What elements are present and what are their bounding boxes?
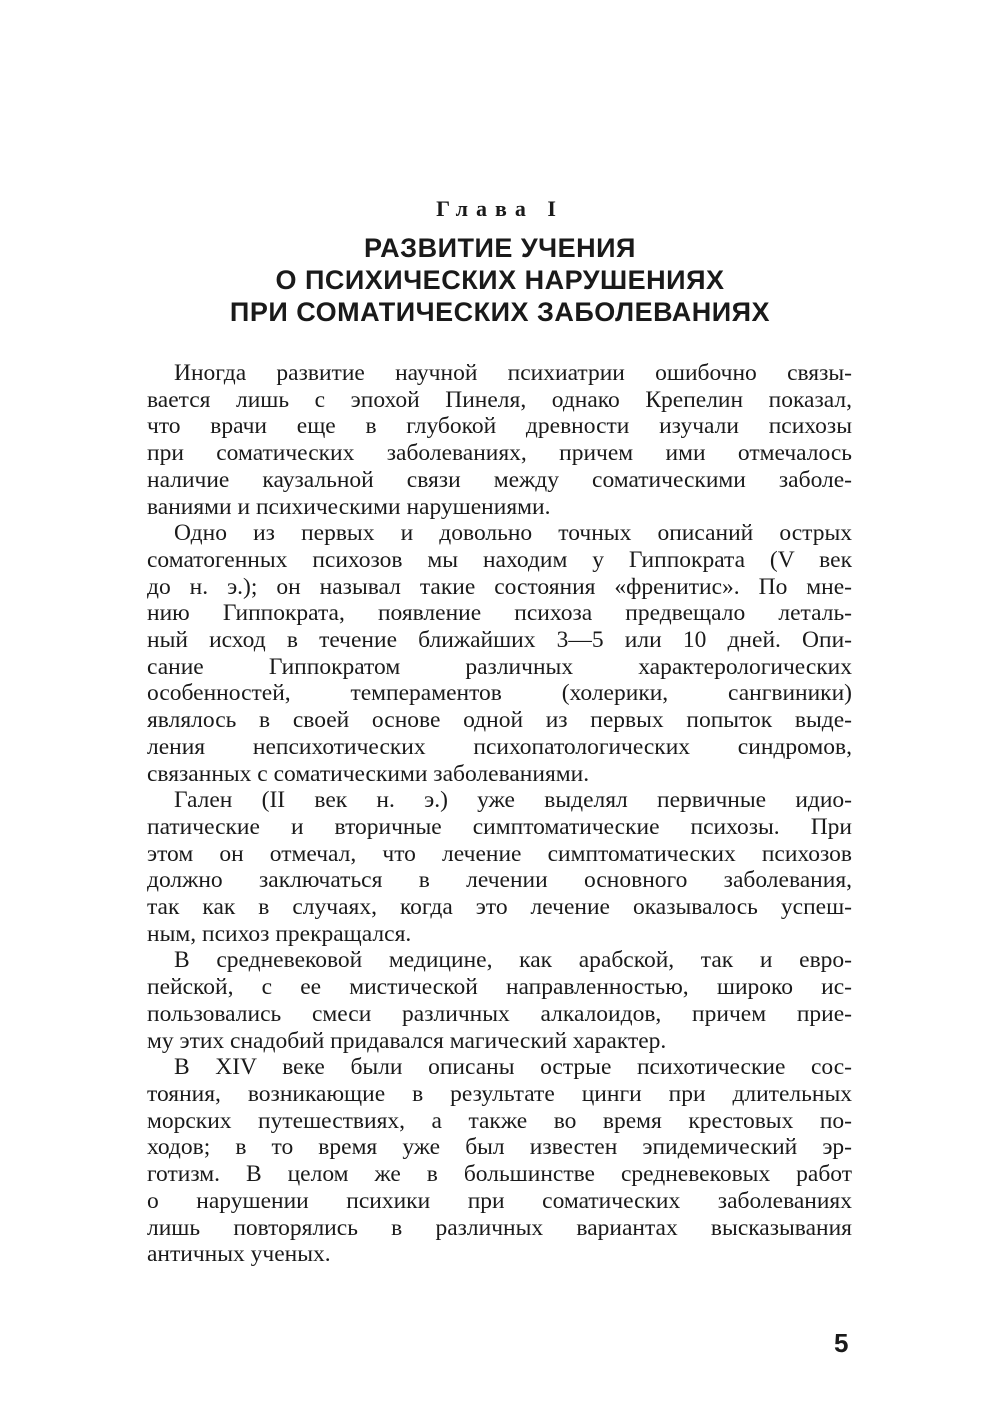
body-text: [147, 360, 852, 1268]
text-line: соматогенных психозов мы находим у Гиппократа (V век: [147, 546, 852, 573]
text-line: наличие каузальной связи между соматическими заболе-: [147, 466, 852, 493]
paragraph: [147, 520, 852, 787]
text-line: так как в случаях, когда это лечение оказывалось успеш-: [147, 894, 852, 921]
text-line: готизм. В целом же в большинстве средневековых работ: [147, 1161, 852, 1188]
text-line: ный исход в течение ближайших 3—5 или 10 дней. Опи-: [147, 627, 852, 654]
paragraph: [147, 787, 852, 947]
text-line: тояния, возникающие в результате цинги при длительных: [147, 1080, 852, 1107]
text-line: являлось в своей основе одной из первых попыток выде-: [147, 707, 852, 734]
text-line: ления непсихотических психопатологических синдромов,: [147, 733, 852, 760]
text-line: пейской, с ее мистической направленностью, широко ис-: [147, 974, 852, 1001]
text-line: ным, психоз прекращался.: [147, 920, 412, 947]
chapter-title-line: ПРИ СОМАТИЧЕСКИХ ЗАБОЛЕВАНИЯХ: [229, 297, 771, 327]
text-line: му этих снадобий придавался магический характер.: [147, 1027, 667, 1054]
chapter-title-line: РАЗВИТИЕ УЧЕНИЯ: [364, 233, 636, 263]
chapter-title: [0, 232, 1000, 328]
text-line: ходов; в то время уже был известен эпидемический эр-: [147, 1134, 852, 1161]
text-line: лишь повторялись в различных вариантах высказывания: [147, 1214, 852, 1241]
chapter-title-line: О ПСИХИЧЕСКИХ НАРУШЕНИЯХ: [275, 265, 725, 295]
text-line: В средневековой медицине, как арабской, так и евро-: [174, 947, 852, 974]
text-line: В XIV веке были описаны острые психотические сос-: [174, 1054, 852, 1081]
chapter-label: Глава I: [436, 196, 564, 221]
paragraph: [147, 360, 852, 520]
text-line: связанных с соматическими заболеваниями.: [147, 760, 590, 787]
text-line: что врачи еще в глубокой древности изучали психозы: [147, 413, 852, 440]
text-line: вается лишь с эпохой Пинеля, однако Крепелин показал,: [147, 386, 852, 413]
text-line: морских путешествиях, а также во время крестовых по-: [147, 1107, 852, 1134]
text-line: сание Гиппократом различных характерологических: [147, 653, 852, 680]
page-number: 5: [834, 1328, 849, 1358]
paragraph: [147, 947, 852, 1054]
text-line: этом он отмечал, что лечение симптоматических психозов: [147, 840, 852, 867]
text-line: Иногда развитие научной психиатрии ошибочно связы-: [174, 360, 852, 386]
paragraph: [147, 1054, 852, 1268]
text-line: о нарушении психики при соматических заболеваниях: [147, 1187, 852, 1214]
text-line: ваниями и психическими нарушениями.: [147, 493, 551, 520]
text-line: нию Гиппократа, появление психоза предвещало леталь-: [147, 600, 852, 627]
text-line: должно заключаться в лечении основного заболевания,: [147, 867, 852, 894]
text-line: Одно из первых и довольно точных описаний острых: [174, 520, 852, 547]
text-line: античных ученых.: [147, 1241, 331, 1268]
text-line: Гален (II век н. э.) уже выделял первичные идио-: [174, 787, 852, 814]
text-line: при соматических заболеваниях, причем ими отмечалось: [147, 440, 852, 467]
text-line: до н. э.); он называл такие состояния «френитис». По мне-: [147, 573, 852, 600]
text-line: патические и вторичные симптоматические психозы. При: [147, 813, 852, 840]
text-line: пользовались смеси различных алкалоидов, причем прие-: [147, 1000, 852, 1027]
text-line: особенностей, темпераментов (холерики, сангвиники): [147, 680, 852, 707]
